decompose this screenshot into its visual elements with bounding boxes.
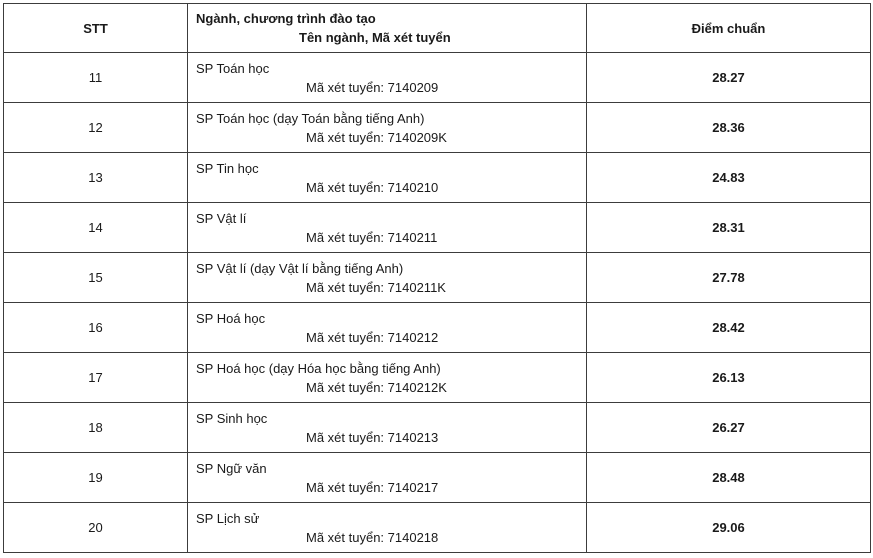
- row-score: [587, 253, 871, 303]
- row-stt-value: 11: [88, 70, 103, 85]
- row-program: [188, 353, 587, 403]
- header-row: [4, 4, 871, 53]
- row-program-name: SP Toán học (dạy Toán bằng tiếng Anh): [196, 110, 425, 126]
- row-program: [188, 253, 587, 303]
- row-score: [587, 303, 871, 353]
- row-score-value: 26.27: [712, 420, 745, 435]
- table-row: [4, 53, 871, 103]
- row-program-name: SP Sinh học: [196, 410, 268, 426]
- admission-scores-table: [3, 3, 871, 553]
- row-score-value: 28.48: [712, 470, 745, 485]
- row-program: [188, 153, 587, 203]
- row-score-value: 28.27: [712, 70, 745, 85]
- row-program: [188, 303, 587, 353]
- row-score: [587, 403, 871, 453]
- row-score: [587, 353, 871, 403]
- row-program-code: Mã xét tuyển: 7140212K: [306, 379, 447, 395]
- row-score-value: 29.06: [712, 520, 745, 535]
- row-program-name: SP Vật lí (dạy Vật lí bằng tiếng Anh): [196, 260, 404, 276]
- row-stt: [4, 253, 188, 303]
- row-program: [188, 53, 587, 103]
- row-score: [587, 153, 871, 203]
- row-score-value: 28.42: [712, 320, 745, 335]
- row-program-code: Mã xét tuyển: 7140213: [306, 429, 439, 445]
- row-program-name: SP Tin học: [196, 160, 259, 176]
- table-row: [4, 503, 871, 553]
- row-stt: [4, 353, 188, 403]
- table-row: [4, 353, 871, 403]
- row-program: [188, 203, 587, 253]
- row-program-code: Mã xét tuyển: 7140211: [306, 229, 438, 245]
- table-row: [4, 253, 871, 303]
- row-stt: [4, 203, 188, 253]
- row-stt-value: 17: [88, 370, 103, 385]
- row-program-name: SP Toán học: [196, 60, 270, 76]
- row-program: [188, 503, 587, 553]
- row-score-value: 24.83: [712, 170, 745, 185]
- row-stt: [4, 53, 188, 103]
- row-score-value: 28.36: [712, 120, 745, 135]
- header-program-line2: Tên ngành, Mã xét tuyển: [299, 30, 451, 45]
- row-stt-value: 13: [88, 170, 103, 185]
- row-program-name: SP Lịch sử: [196, 510, 260, 526]
- row-stt: [4, 303, 188, 353]
- row-program-code: Mã xét tuyển: 7140212: [306, 329, 439, 345]
- row-stt-value: 12: [88, 120, 103, 135]
- table-row: [4, 303, 871, 353]
- table-row: [4, 153, 871, 203]
- row-program-code: Mã xét tuyển: 7140209K: [306, 129, 447, 145]
- row-score: [587, 103, 871, 153]
- table-body: [4, 53, 871, 553]
- row-stt-value: 18: [88, 420, 103, 435]
- row-program: [188, 453, 587, 503]
- row-program: [188, 403, 587, 453]
- row-stt-value: 14: [88, 220, 103, 235]
- row-score-value: 27.78: [712, 270, 745, 285]
- row-program: [188, 103, 587, 153]
- table-row: [4, 403, 871, 453]
- header-program-line1: Ngành, chương trình đào tạo: [196, 11, 376, 26]
- row-stt-value: 20: [88, 520, 103, 535]
- row-stt: [4, 503, 188, 553]
- row-stt: [4, 103, 188, 153]
- table-header: [4, 4, 871, 53]
- row-score: [587, 53, 871, 103]
- row-score: [587, 453, 871, 503]
- row-score-value: 28.31: [712, 220, 745, 235]
- header-program: [188, 4, 587, 53]
- row-score-value: 26.13: [712, 370, 745, 385]
- row-stt: [4, 403, 188, 453]
- row-program-code: Mã xét tuyển: 7140218: [306, 529, 439, 545]
- row-program-code: Mã xét tuyển: 7140210: [306, 179, 439, 195]
- row-stt-value: 16: [88, 320, 103, 335]
- header-stt: STT: [4, 4, 188, 53]
- row-program-name: SP Hoá học (dạy Hóa học bằng tiếng Anh): [196, 360, 441, 376]
- row-program-code: Mã xét tuyển: 7140211K: [306, 279, 446, 295]
- row-program-code: Mã xét tuyển: 7140209: [306, 79, 439, 95]
- row-program-name: SP Ngữ văn: [196, 460, 267, 476]
- header-score: Điểm chuẩn: [587, 4, 871, 53]
- row-score: [587, 203, 871, 253]
- table-row: [4, 203, 871, 253]
- table-row: [4, 103, 871, 153]
- row-score: [587, 503, 871, 553]
- table-row: [4, 453, 871, 503]
- row-program-name: SP Hoá học: [196, 310, 266, 326]
- row-program-code: Mã xét tuyển: 7140217: [306, 479, 439, 495]
- row-stt-value: 15: [88, 270, 103, 285]
- row-stt: [4, 153, 188, 203]
- row-stt-value: 19: [88, 470, 103, 485]
- row-stt: [4, 453, 188, 503]
- row-program-name: SP Vật lí: [196, 210, 247, 226]
